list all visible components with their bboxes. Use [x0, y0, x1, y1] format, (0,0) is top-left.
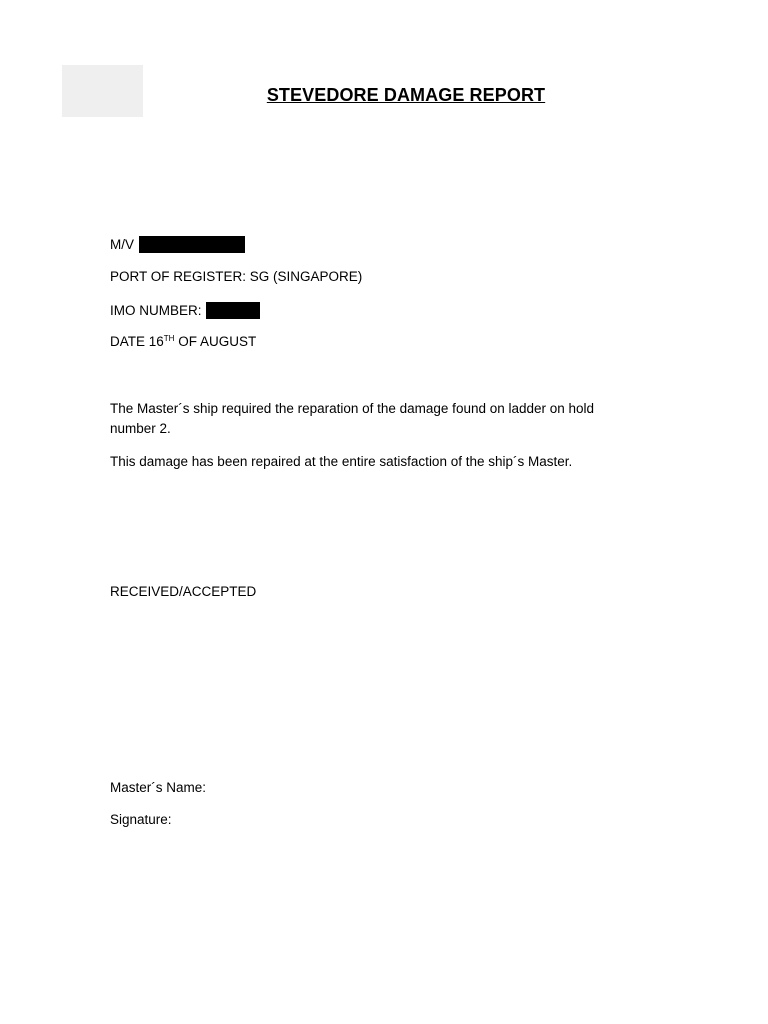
vessel-name-redaction: [139, 236, 245, 253]
imo-line: [110, 302, 260, 319]
port-of-register: PORT OF REGISTER: SG (SINGAPORE): [110, 269, 363, 284]
paragraph-damage-request: The Master´s ship required the reparation of the damage found on ladder on hold number 2.: [110, 401, 595, 436]
vessel-label: M/V: [110, 237, 135, 252]
date-suffix: OF AUGUST: [174, 334, 257, 349]
imo-label: IMO NUMBER:: [110, 303, 202, 318]
date-superscript: TH: [163, 334, 175, 343]
paragraph-damage-repaired: This damage has been repaired at the entire satisfaction of the ship´s Master.: [110, 454, 573, 469]
masters-name-label: Master´s Name:: [110, 780, 207, 795]
document-title: STEVEDORE DAMAGE REPORT: [266, 85, 546, 105]
imo-number-redaction: [206, 302, 260, 319]
date-line: [110, 334, 256, 349]
received-accepted: RECEIVED/ACCEPTED: [110, 584, 257, 599]
vessel-line: [110, 236, 245, 253]
date-prefix: DATE 16: [110, 334, 164, 349]
signature-label: Signature:: [110, 812, 172, 827]
